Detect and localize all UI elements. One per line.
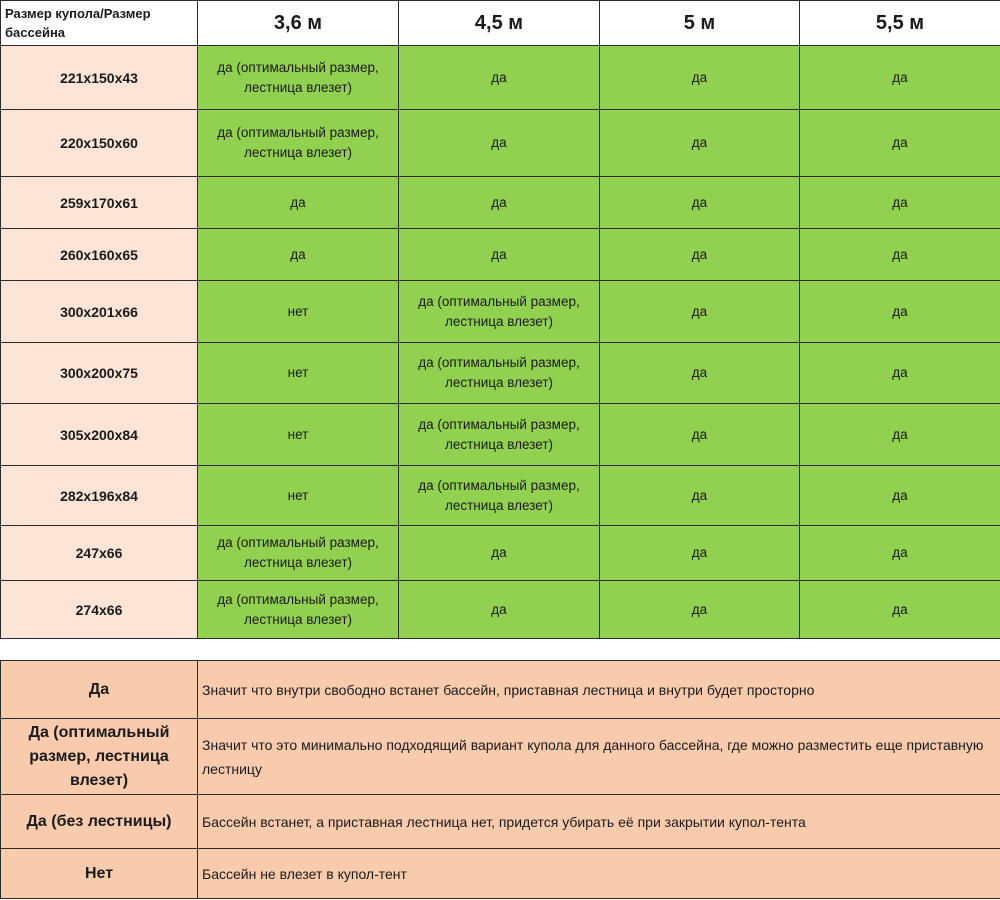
- legend-term: Да (оптимальный размер, лестница влезет): [1, 719, 198, 795]
- table-row: [1, 343, 1000, 404]
- legend-row: [1, 719, 1000, 795]
- table-cell: да: [600, 526, 800, 581]
- corner-header: Размер купола/Размер бассейна: [1, 1, 198, 46]
- header-row: [1, 1, 1000, 46]
- column-header: 4,5 м: [399, 1, 600, 46]
- table-cell: да: [800, 46, 1000, 110]
- table-cell: да: [800, 343, 1000, 404]
- table-cell: да: [800, 581, 1000, 639]
- table-cell: нет: [198, 281, 399, 343]
- legend-description: Значит что внутри свободно встанет бассейн, приставная лестница и внутри будет просторно: [198, 661, 1000, 719]
- table-row: [1, 581, 1000, 639]
- table-cell: да: [800, 466, 1000, 526]
- legend-description: Бассейн встанет, а приставная лестница нет, придется убирать её при закрытии купол-тента: [198, 795, 1000, 849]
- table-cell: да: [600, 177, 800, 229]
- row-size-label: 305x200x84: [1, 404, 198, 466]
- table-cell: да (оптимальный размер, лестница влезет): [399, 343, 600, 404]
- column-header: 5,5 м: [800, 1, 1000, 46]
- legend-description: Значит что это минимально подходящий вариант купола для данного бассейна, где можно разместить еще приставную лестницу: [198, 719, 1000, 795]
- table-cell: да: [800, 281, 1000, 343]
- table-row: [1, 281, 1000, 343]
- table-row: [1, 229, 1000, 281]
- table-cell: да (оптимальный размер, лестница влезет): [399, 281, 600, 343]
- table-row: [1, 46, 1000, 110]
- table-cell: да: [800, 404, 1000, 466]
- legend-term: Да: [1, 661, 198, 719]
- table-cell: да (оптимальный размер, лестница влезет): [399, 466, 600, 526]
- table-cell: да: [399, 110, 600, 177]
- table-cell: нет: [198, 343, 399, 404]
- table-cell: да (оптимальный размер, лестница влезет): [198, 526, 399, 581]
- table-cell: да: [600, 466, 800, 526]
- table-cell: да: [800, 110, 1000, 177]
- row-size-label: 300x201x66: [1, 281, 198, 343]
- table-cell: да: [600, 281, 800, 343]
- legend-row: [1, 849, 1000, 899]
- table-row: [1, 404, 1000, 466]
- table-cell: да: [399, 46, 600, 110]
- row-size-label: 259x170x61: [1, 177, 198, 229]
- table-cell: да: [600, 343, 800, 404]
- row-size-label: 300x200x75: [1, 343, 198, 404]
- column-header: 3,6 м: [198, 1, 399, 46]
- legend-description: Бассейн не влезет в купол-тент: [198, 849, 1000, 899]
- table-cell: да: [399, 229, 600, 281]
- legend-row: [1, 661, 1000, 719]
- legend-term: Нет: [1, 849, 198, 899]
- table-cell: да: [800, 229, 1000, 281]
- table-cell: нет: [198, 466, 399, 526]
- table-cell: да: [198, 177, 399, 229]
- table-cell: да: [600, 581, 800, 639]
- table-cell: да: [399, 177, 600, 229]
- table-row: [1, 466, 1000, 526]
- table-cell: да: [800, 526, 1000, 581]
- table-cell: да (оптимальный размер, лестница влезет): [198, 110, 399, 177]
- table-cell: да (оптимальный размер, лестница влезет): [198, 581, 399, 639]
- table-cell: да: [600, 110, 800, 177]
- table-cell: да: [399, 526, 600, 581]
- table-cell: да (оптимальный размер, лестница влезет): [399, 404, 600, 466]
- legend-row: [1, 795, 1000, 849]
- legend-table: [0, 660, 1000, 899]
- row-size-label: 220x150x60: [1, 110, 198, 177]
- row-size-label: 274x66: [1, 581, 198, 639]
- legend-term: Да (без лестницы): [1, 795, 198, 849]
- table-cell: да: [600, 404, 800, 466]
- table-cell: да: [800, 177, 1000, 229]
- table-cell: да: [198, 229, 399, 281]
- table-cell: да: [600, 229, 800, 281]
- table-row: [1, 526, 1000, 581]
- row-size-label: 282x196x84: [1, 466, 198, 526]
- table-cell: нет: [198, 404, 399, 466]
- table-row: [1, 110, 1000, 177]
- table-cell: да: [600, 46, 800, 110]
- table-row: [1, 177, 1000, 229]
- row-size-label: 260x160x65: [1, 229, 198, 281]
- table-cell: да (оптимальный размер, лестница влезет): [198, 46, 399, 110]
- table-cell: да: [399, 581, 600, 639]
- row-size-label: 221x150x43: [1, 46, 198, 110]
- column-header: 5 м: [600, 1, 800, 46]
- row-size-label: 247x66: [1, 526, 198, 581]
